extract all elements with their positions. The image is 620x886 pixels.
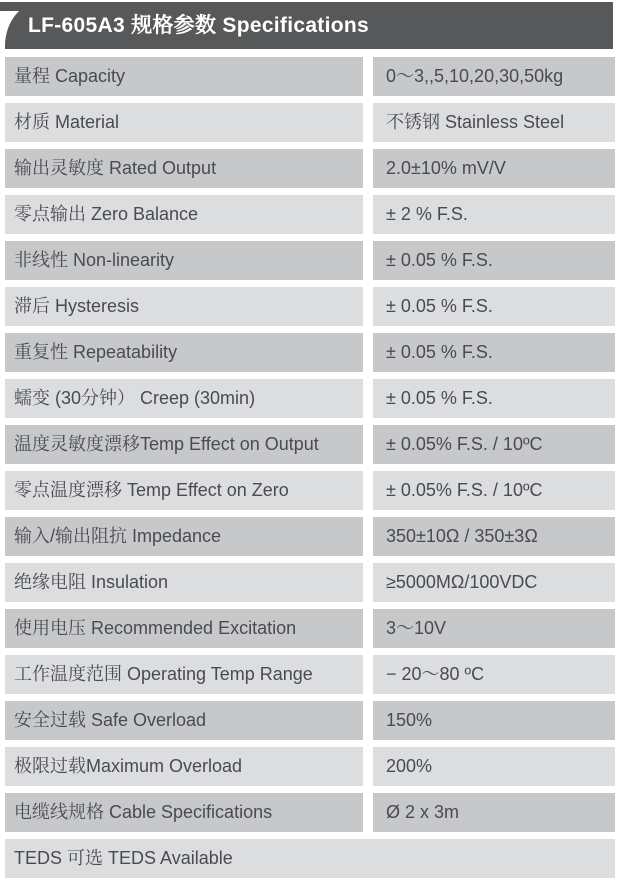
table-row <box>5 149 615 188</box>
spec-value: 350±10Ω / 350±3Ω <box>373 517 615 556</box>
spec-value: Ø 2 x 3m <box>373 793 615 832</box>
table-row <box>5 471 615 510</box>
spec-label: 工作温度范围 Operating Temp Range <box>5 655 363 694</box>
table-row <box>5 839 615 878</box>
table-row <box>5 609 615 648</box>
spec-label: 材质 Material <box>5 103 363 142</box>
table-row <box>5 333 615 372</box>
spec-label: 温度灵敏度漂移Temp Effect on Output <box>5 425 363 464</box>
spec-label: 输入/输出阻抗 Impedance <box>5 517 363 556</box>
spec-value: ± 0.05% F.S. / 10ºC <box>373 471 615 510</box>
table-row <box>5 563 615 602</box>
table-row <box>5 655 615 694</box>
table-row <box>5 195 615 234</box>
spec-label: 蠕变 (30分钟） Creep (30min) <box>5 379 363 418</box>
spec-value: ± 2 % F.S. <box>373 195 615 234</box>
header-tab <box>5 2 613 49</box>
spec-label: 滞后 Hysteresis <box>5 287 363 326</box>
table-row <box>5 747 615 786</box>
spec-label: TEDS 可选 TEDS Available <box>5 839 615 878</box>
table-row <box>5 287 615 326</box>
spec-label: 极限过载Maximum Overload <box>5 747 363 786</box>
table-row <box>5 241 615 280</box>
spec-label: 非线性 Non-linearity <box>5 241 363 280</box>
spec-label: 零点输出 Zero Balance <box>5 195 363 234</box>
spec-label: 重复性 Repeatability <box>5 333 363 372</box>
spec-value: − 20～80 ºC <box>373 655 615 694</box>
spec-value: ± 0.05 % F.S. <box>373 241 615 280</box>
table-row <box>5 379 615 418</box>
spec-label: 输出灵敏度 Rated Output <box>5 149 363 188</box>
table-row <box>5 103 615 142</box>
spec-value: ± 0.05 % F.S. <box>373 379 615 418</box>
page-title: LF-605A3 规格参数 Specifications <box>28 14 369 37</box>
spec-value: 3～10V <box>373 609 615 648</box>
spec-value: 200% <box>373 747 615 786</box>
spec-label: 零点温度漂移 Temp Effect on Zero <box>5 471 363 510</box>
table-row <box>5 701 615 740</box>
spec-value: 150% <box>373 701 615 740</box>
spec-label: 安全过载 Safe Overload <box>5 701 363 740</box>
table-row <box>5 517 615 556</box>
spec-value: ± 0.05 % F.S. <box>373 333 615 372</box>
spec-value: ≥5000MΩ/100VDC <box>373 563 615 602</box>
spec-label: 使用电压 Recommended Excitation <box>5 609 363 648</box>
spec-value: ± 0.05% F.S. / 10ºC <box>373 425 615 464</box>
spec-value: 不锈钢 Stainless Steel <box>373 103 615 142</box>
table-row <box>5 57 615 96</box>
table-row <box>5 793 615 832</box>
spec-value: ± 0.05 % F.S. <box>373 287 615 326</box>
spec-label: 电缆线规格 Cable Specifications <box>5 793 363 832</box>
spec-label: 绝缘电阻 Insulation <box>5 563 363 602</box>
spec-table <box>5 57 615 878</box>
spec-label: 量程 Capacity <box>5 57 363 96</box>
spec-value: 0～3,,5,10,20,30,50kg <box>373 57 615 96</box>
spec-value: 2.0±10% mV/V <box>373 149 615 188</box>
table-row <box>5 425 615 464</box>
